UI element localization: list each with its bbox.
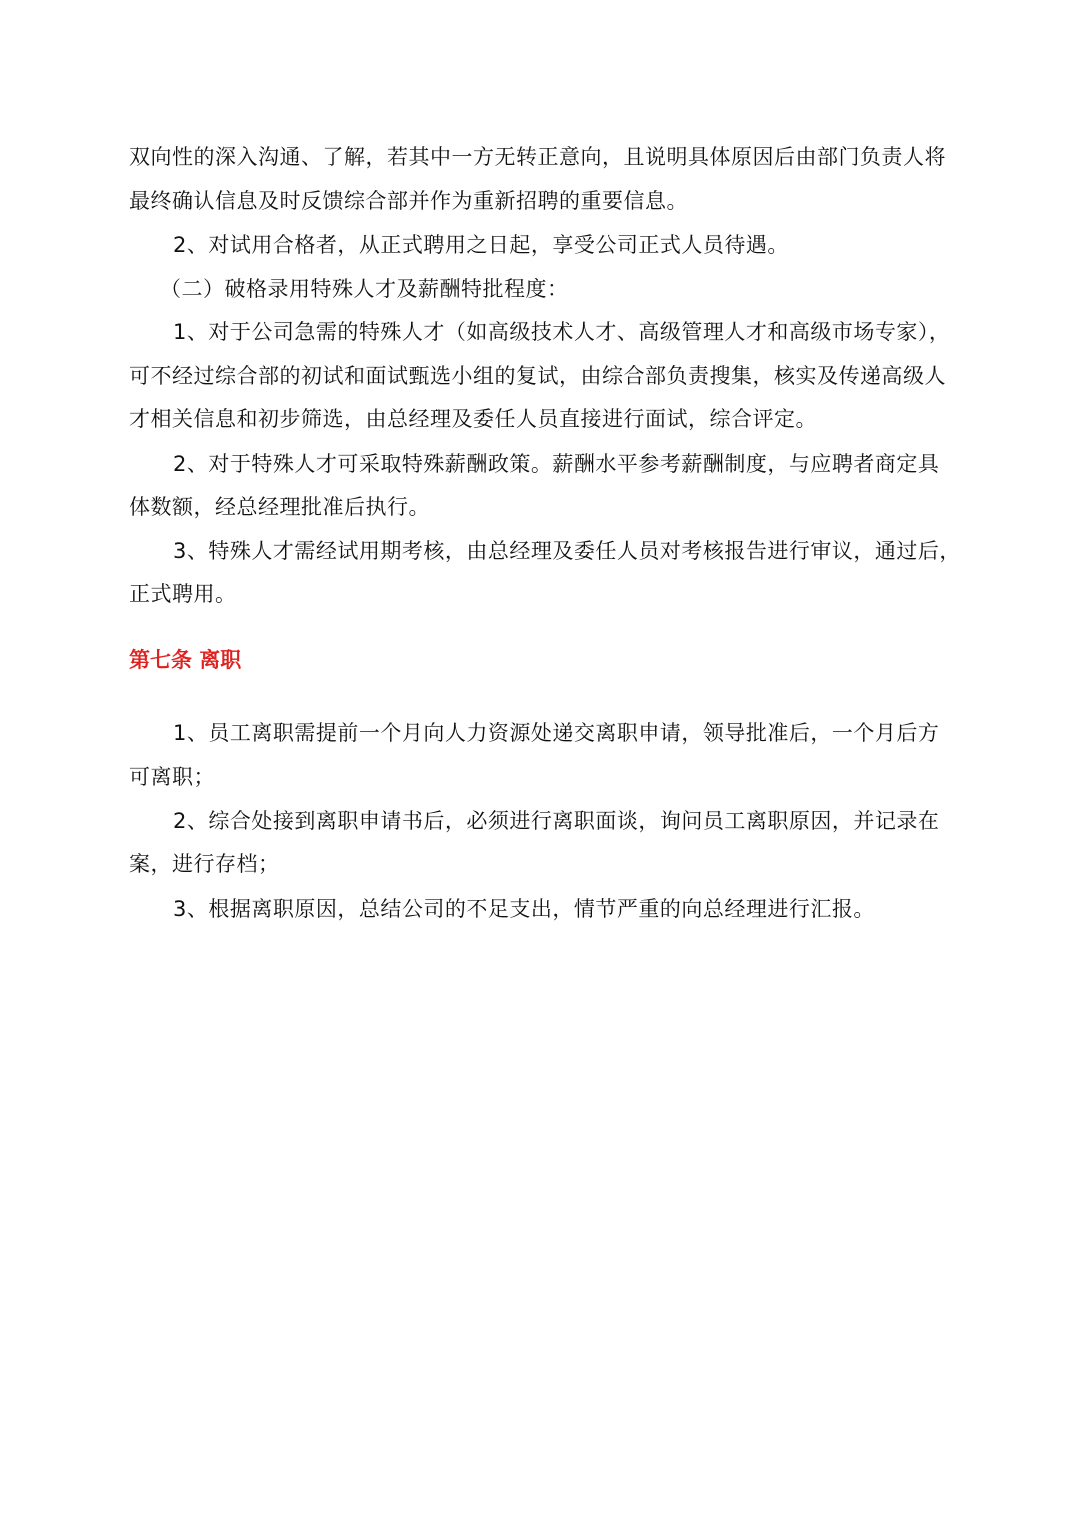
paragraph-line: 案，进行存档； bbox=[129, 852, 280, 876]
paragraph-line: 2、对试用合格者，从正式聘用之日起，享受公司正式人员待遇。 bbox=[173, 233, 789, 257]
paragraph-line: 1、对于公司急需的特殊人才（如高级技术人才、高级管理人才和高级市场专家）， bbox=[173, 320, 951, 344]
article-heading: 第七条 离职 bbox=[129, 648, 242, 672]
paragraph-line: 才相关信息和初步筛选，由总经理及委任人员直接进行面试，综合评定。 bbox=[129, 407, 817, 431]
paragraph-line: 可离职； bbox=[129, 765, 215, 789]
paragraph-line: 正式聘用。 bbox=[129, 582, 237, 606]
paragraph-line: 2、综合处接到离职申请书后，必须进行离职面谈，询问员工离职原因，并记录在 bbox=[173, 809, 940, 833]
paragraph-line: 体数额，经总经理批准后执行。 bbox=[129, 495, 430, 519]
paragraph-line: 最终确认信息及时反馈综合部并作为重新招聘的重要信息。 bbox=[129, 189, 688, 213]
paragraph-line: 3、特殊人才需经试用期考核，由总经理及委任人员对考核报告进行审议，通过后， bbox=[173, 539, 961, 563]
paragraph-line: 可不经过综合部的初试和面试甄选小组的复试，由综合部负责搜集，核实及传递高级人 bbox=[129, 364, 946, 388]
section-subheading: （二）破格录用特殊人才及薪酬特批程度： bbox=[160, 277, 569, 301]
paragraph-line: 双向性的深入沟通、了解，若其中一方无转正意向，且说明具体原因后由部门负责人将 bbox=[129, 145, 946, 169]
paragraph-line: 1、员工离职需提前一个月向人力资源处递交离职申请，领导批准后，一个月后方 bbox=[173, 721, 940, 745]
paragraph-line: 2、对于特殊人才可采取特殊薪酬政策。薪酬水平参考薪酬制度，与应聘者商定具 bbox=[173, 452, 940, 476]
paragraph-line: 3、根据离职原因，总结公司的不足支出，情节严重的向总经理进行汇报。 bbox=[173, 897, 875, 921]
